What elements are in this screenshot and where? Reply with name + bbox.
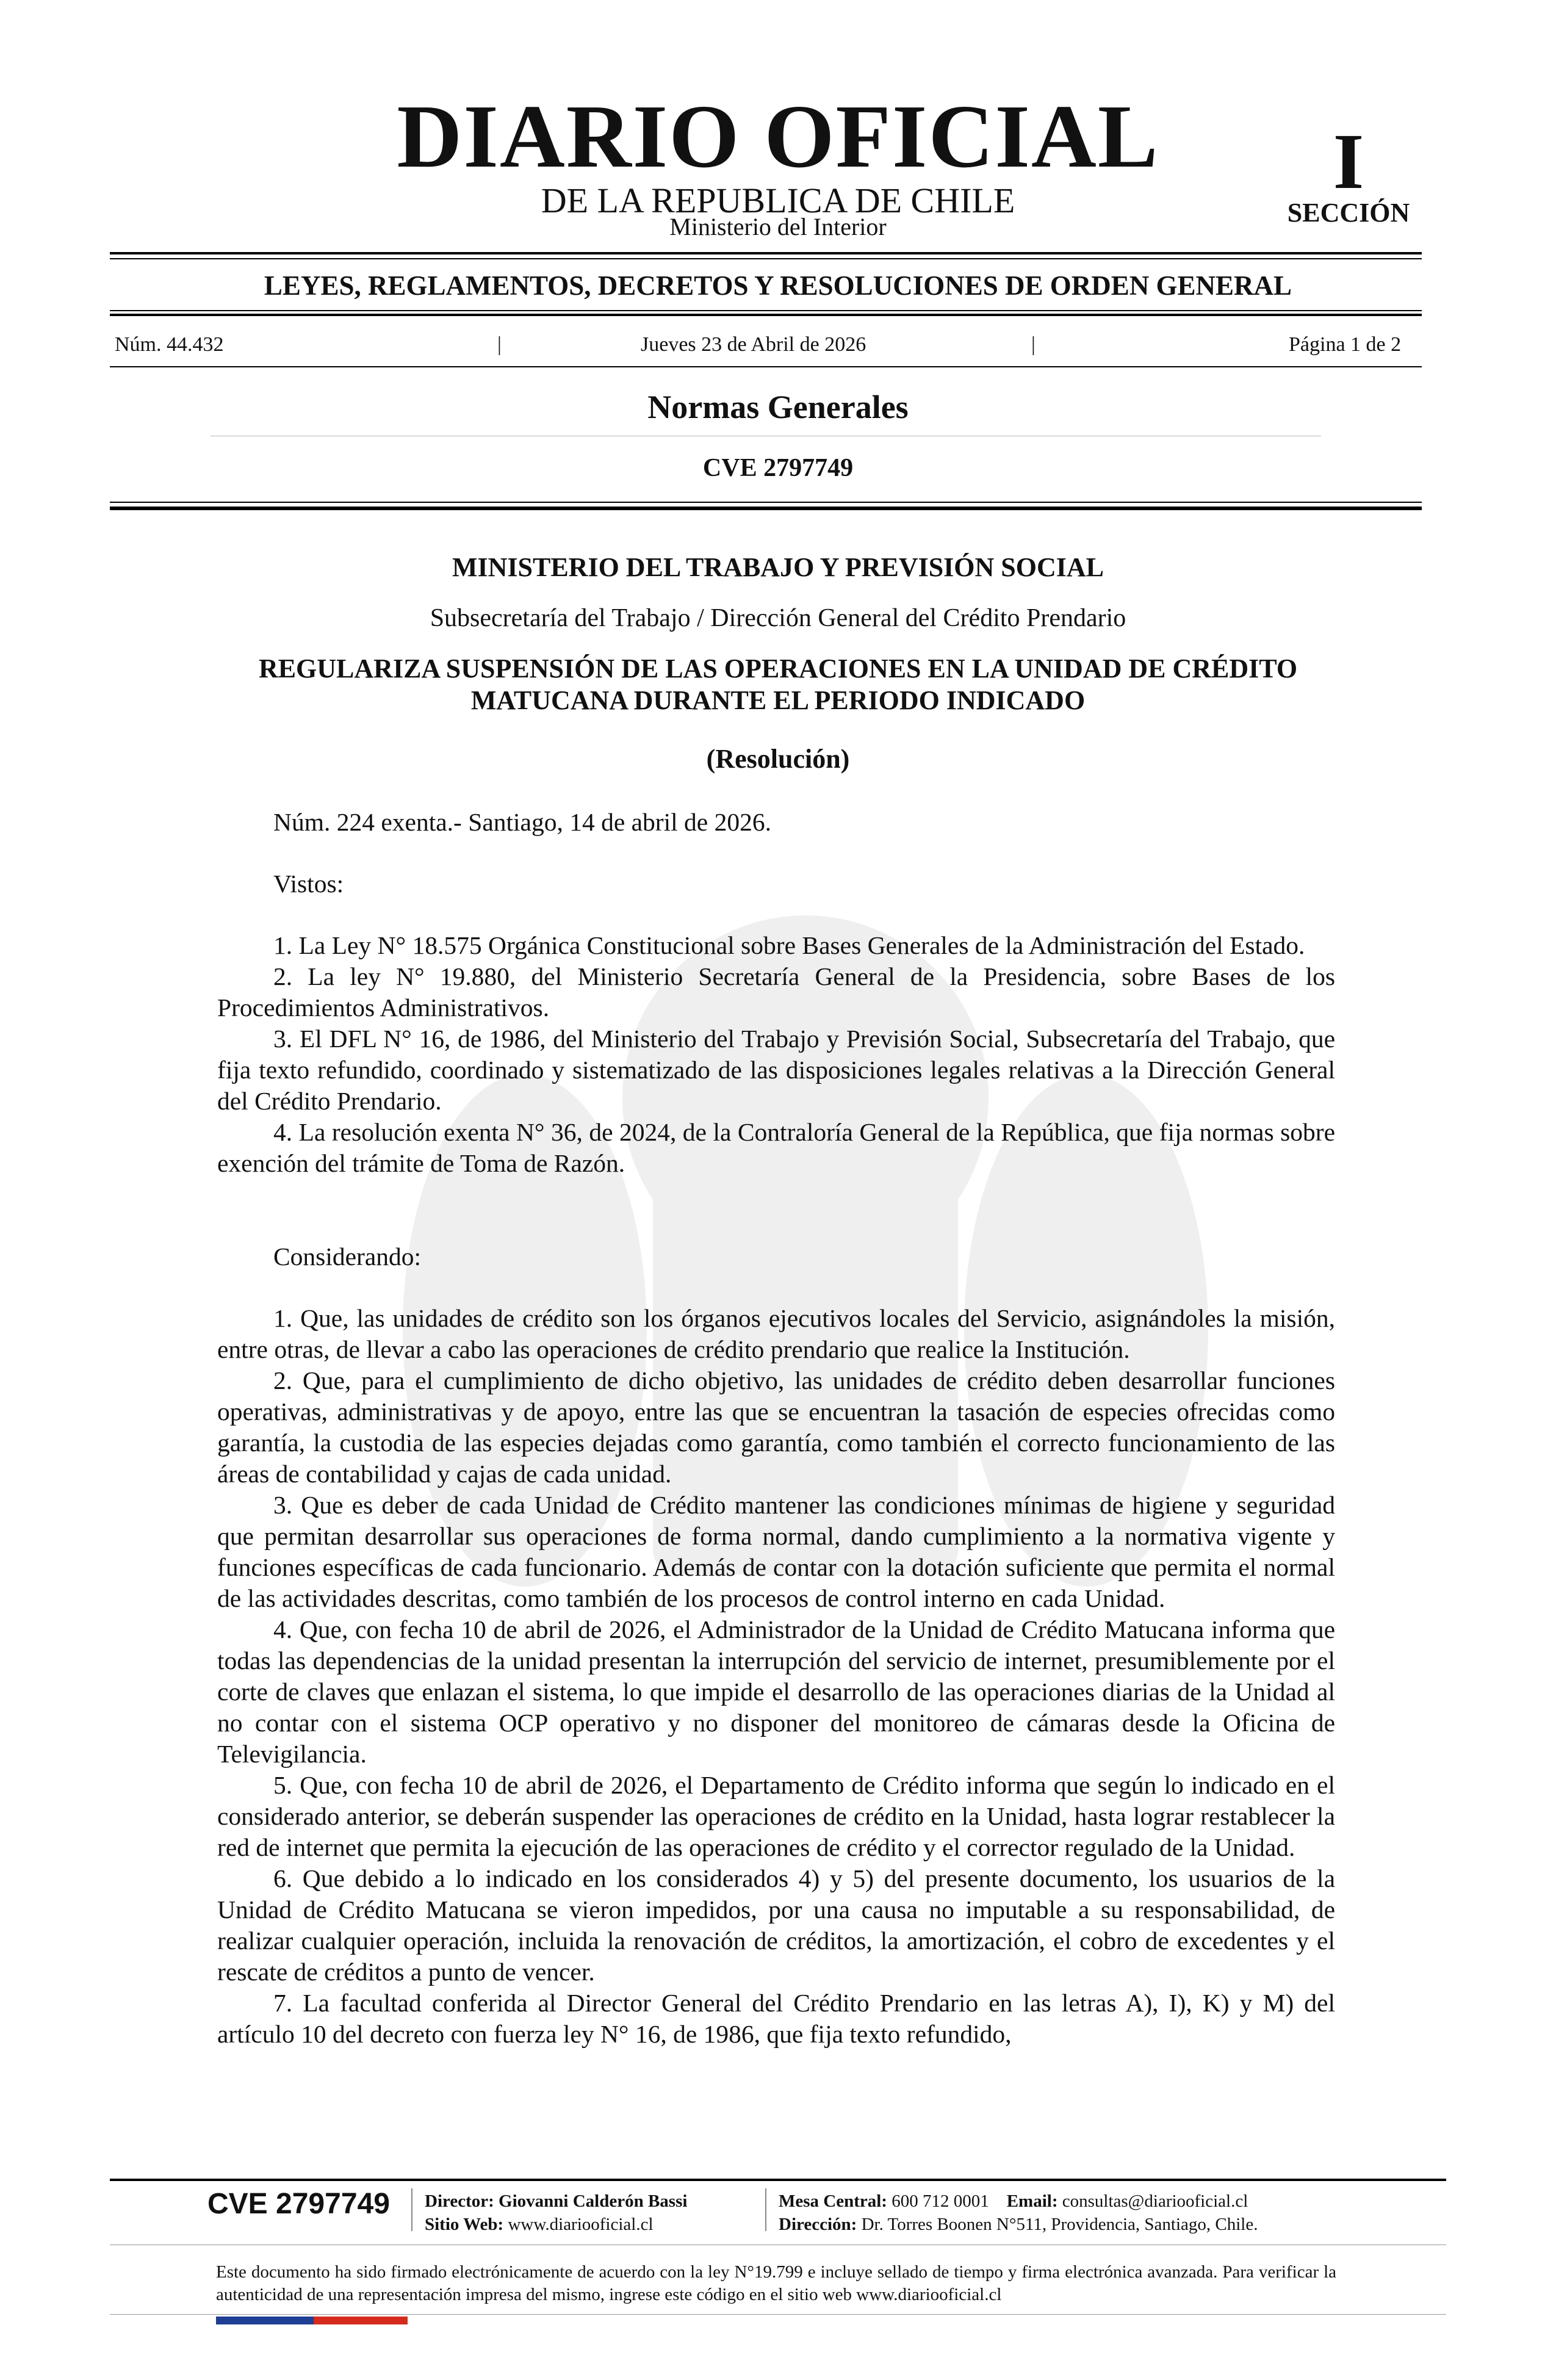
info-rule — [110, 366, 1422, 367]
header-rule-thick — [110, 507, 1422, 510]
issue-separator-right: | — [1031, 333, 1036, 356]
document-type: (Resolución) — [706, 744, 850, 774]
considerando-item: 5. Que, con fecha 10 de abril de 2026, el Departamento de Crédito informa que según lo indicado en el considerado anterior, se deberán suspender las operaciones de crédito en la Unidad, hasta lograr restablecer la red de internet que permita la ejecución de las operaciones de crédito y el corrector regulado de la Unidad. — [217, 1771, 1335, 1861]
director-label: Director: — [425, 2191, 494, 2211]
resolution-number-line: Núm. 224 exenta.- Santiago, 14 de abril de 2026. — [273, 808, 771, 836]
vistos-list — [217, 930, 1335, 1179]
director-name: Giovanni Calderón Bassi — [499, 2191, 688, 2211]
flag-stripe-blue — [216, 2317, 314, 2324]
footer-disclaimer: Este documento ha sido firmado electrónicamente de acuerdo con la ley N°19.799 e incluye sellado de tiempo y firma electrónica avanzada. Para verificar la autenticidad de una representación impresa del mismo, ingrese este código en el sitio web www.diariooficial.cl — [216, 2262, 1336, 2304]
web-label: Sitio Web: — [425, 2215, 504, 2234]
address: Dr. Torres Boonen N°511, Providencia, Santiago, Chile. — [861, 2215, 1258, 2234]
visto-item: 3. El DFL N° 16, de 1986, del Ministerio del Trabajo y Previsión Social, Subsecretaría del Trabajo, que fija texto refundido, coordinado y sistematizado de las disposiciones legales relativas a la Dirección General del Crédito Prendario. — [217, 1025, 1335, 1115]
section-number: I — [1333, 118, 1364, 206]
newspaper-ministry: Ministerio del Interior — [669, 213, 887, 240]
address-label: Dirección: — [779, 2215, 857, 2234]
document-ministry: MINISTERIO DEL TRABAJO Y PREVISIÓN SOCIAL — [452, 552, 1104, 582]
considerando-item: 4. Que, con fecha 10 de abril de 2026, el Administrador de la Unidad de Crédito Matucana informa que todas las dependencias de la unidad presentan la interrupción del servicio de internet, presumiblemente por el corte de claves que enlazan el sistema, lo que impide el desarrollo de las operaciones diarias de la Unidad al no contar con el sistema OCP operativo y no disponer del monitoreo de cámaras desde la Oficina de Televigilancia. — [217, 1615, 1335, 1768]
footer-contact-block — [779, 2190, 1258, 2236]
cve-header: CVE 2797749 — [702, 454, 854, 482]
document-title-line-2: MATUCANA DURANTE EL PERIODO INDICADO — [470, 685, 1086, 715]
considerando-item: 3. Que es deber de cada Unidad de Crédito mantener las condiciones mínimas de higiene y seguridad que permitan desarrollar sus operaciones de forma normal, dando cumplimiento a la normativa vigente y funciones específicas de cada funcionario. Además de contar con la dotación suficiente que permita el normal de las actividades descritas, como también de los procesos de control interno en cada Unidad. — [217, 1491, 1335, 1612]
considerandos-list — [217, 1303, 1335, 2050]
newspaper-title: DIARIO OFICIAL — [397, 87, 1159, 187]
document-title-line-1: REGULARIZA SUSPENSIÓN DE LAS OPERACIONES EN LA UNIDAD DE CRÉDITO — [258, 654, 1298, 683]
footer-divider-2 — [765, 2188, 766, 2231]
considerando-item: 6. Que debido a lo indicado en los considerados 4) y 5) del presente documento, los usuarios de la Unidad de Crédito Matucana se vieron impedidos, por una causa no imputable a su responsabilidad, de realizar cualquier operación, incluida la renovación de créditos, la amortización, el cobro de excedentes y el rescate de créditos a punto de vencer. — [217, 1864, 1335, 1986]
footer-rule-bottom — [110, 2314, 1446, 2315]
considerando-item: 2. Que, para el cumplimiento de dicho objetivo, las unidades de crédito deben desarrollar funciones operativas, administrativas y de apoyo, entre las que se encuentran la tasación de especies ofrecidas como garantía, la custodia de las especies dejadas como garantía, como también el correcto funcionamiento de las áreas de contabilidad y cajas de cada unidad. — [217, 1366, 1335, 1488]
newspaper-subtitle: DE LA REPUBLICA DE CHILE — [541, 181, 1015, 220]
visto-item: 1. La Ley N° 18.575 Orgánica Constitucional sobre Bases Generales de la Administración del Estado. — [273, 931, 1305, 959]
phone-label: Mesa Central: — [779, 2191, 887, 2211]
phone-number: 600 712 0001 — [891, 2191, 989, 2211]
email-label: Email: — [1006, 2191, 1058, 2211]
page-indicator: Página 1 de 2 — [1289, 333, 1402, 356]
banner-rule-bottom-thick — [110, 314, 1422, 316]
section-label: SECCIÓN — [1287, 198, 1410, 228]
document-title — [0, 653, 1556, 716]
footer-cve: CVE 2797749 — [207, 2188, 390, 2220]
masthead-rule-top — [110, 252, 1422, 254]
category-heading: Normas Generales — [647, 389, 909, 425]
issue-number: Núm. 44.432 — [115, 333, 224, 356]
footer-divider-1 — [411, 2188, 412, 2231]
flag-stripe-red — [314, 2317, 408, 2324]
issue-date: Jueves 23 de Abril de 2026 — [641, 333, 866, 356]
considerando-label: Considerando: — [273, 1242, 422, 1271]
vistos-label: Vistos: — [273, 870, 344, 898]
considerando-item: 7. La facultad conferida al Director General del Crédito Prendario en las letras A), I), K) y M) del artículo 10 del decreto con fuerza ley N° 16, de 1986, que fija texto refundido, — [217, 1989, 1335, 2048]
web-link[interactable]: www.diariooficial.cl — [508, 2215, 654, 2234]
footer-rule-top — [110, 2179, 1446, 2181]
considerando-item: 1. Que, las unidades de crédito son los órganos ejecutivos locales del Servicio, asignándoles la misión, entre otras, de llevar a cabo las operaciones de crédito prendario que realice la Institución. — [217, 1304, 1335, 1363]
header-rule-thin — [110, 502, 1422, 503]
footer-director-block — [425, 2190, 687, 2236]
document-subsecretary: Subsecretaría del Trabajo / Dirección General del Crédito Prendario — [430, 604, 1126, 632]
section-banner: LEYES, REGLAMENTOS, DECRETOS Y RESOLUCIONES DE ORDEN GENERAL — [264, 270, 1292, 301]
visto-item: 4. La resolución exenta N° 36, de 2024, de la Contraloría General de la República, que fija normas sobre exención del trámite de Toma de Razón. — [217, 1118, 1335, 1177]
banner-rule-bottom — [110, 310, 1422, 311]
visto-item: 2. La ley N° 19.880, del Ministerio Secretaría General de la Presidencia, sobre Bases de los Procedimientos Administrativos. — [217, 962, 1335, 1022]
masthead-rule-top-thin — [110, 258, 1422, 259]
email-link[interactable]: consultas@diariooficial.cl — [1062, 2191, 1248, 2211]
issue-separator-left: | — [497, 333, 502, 356]
